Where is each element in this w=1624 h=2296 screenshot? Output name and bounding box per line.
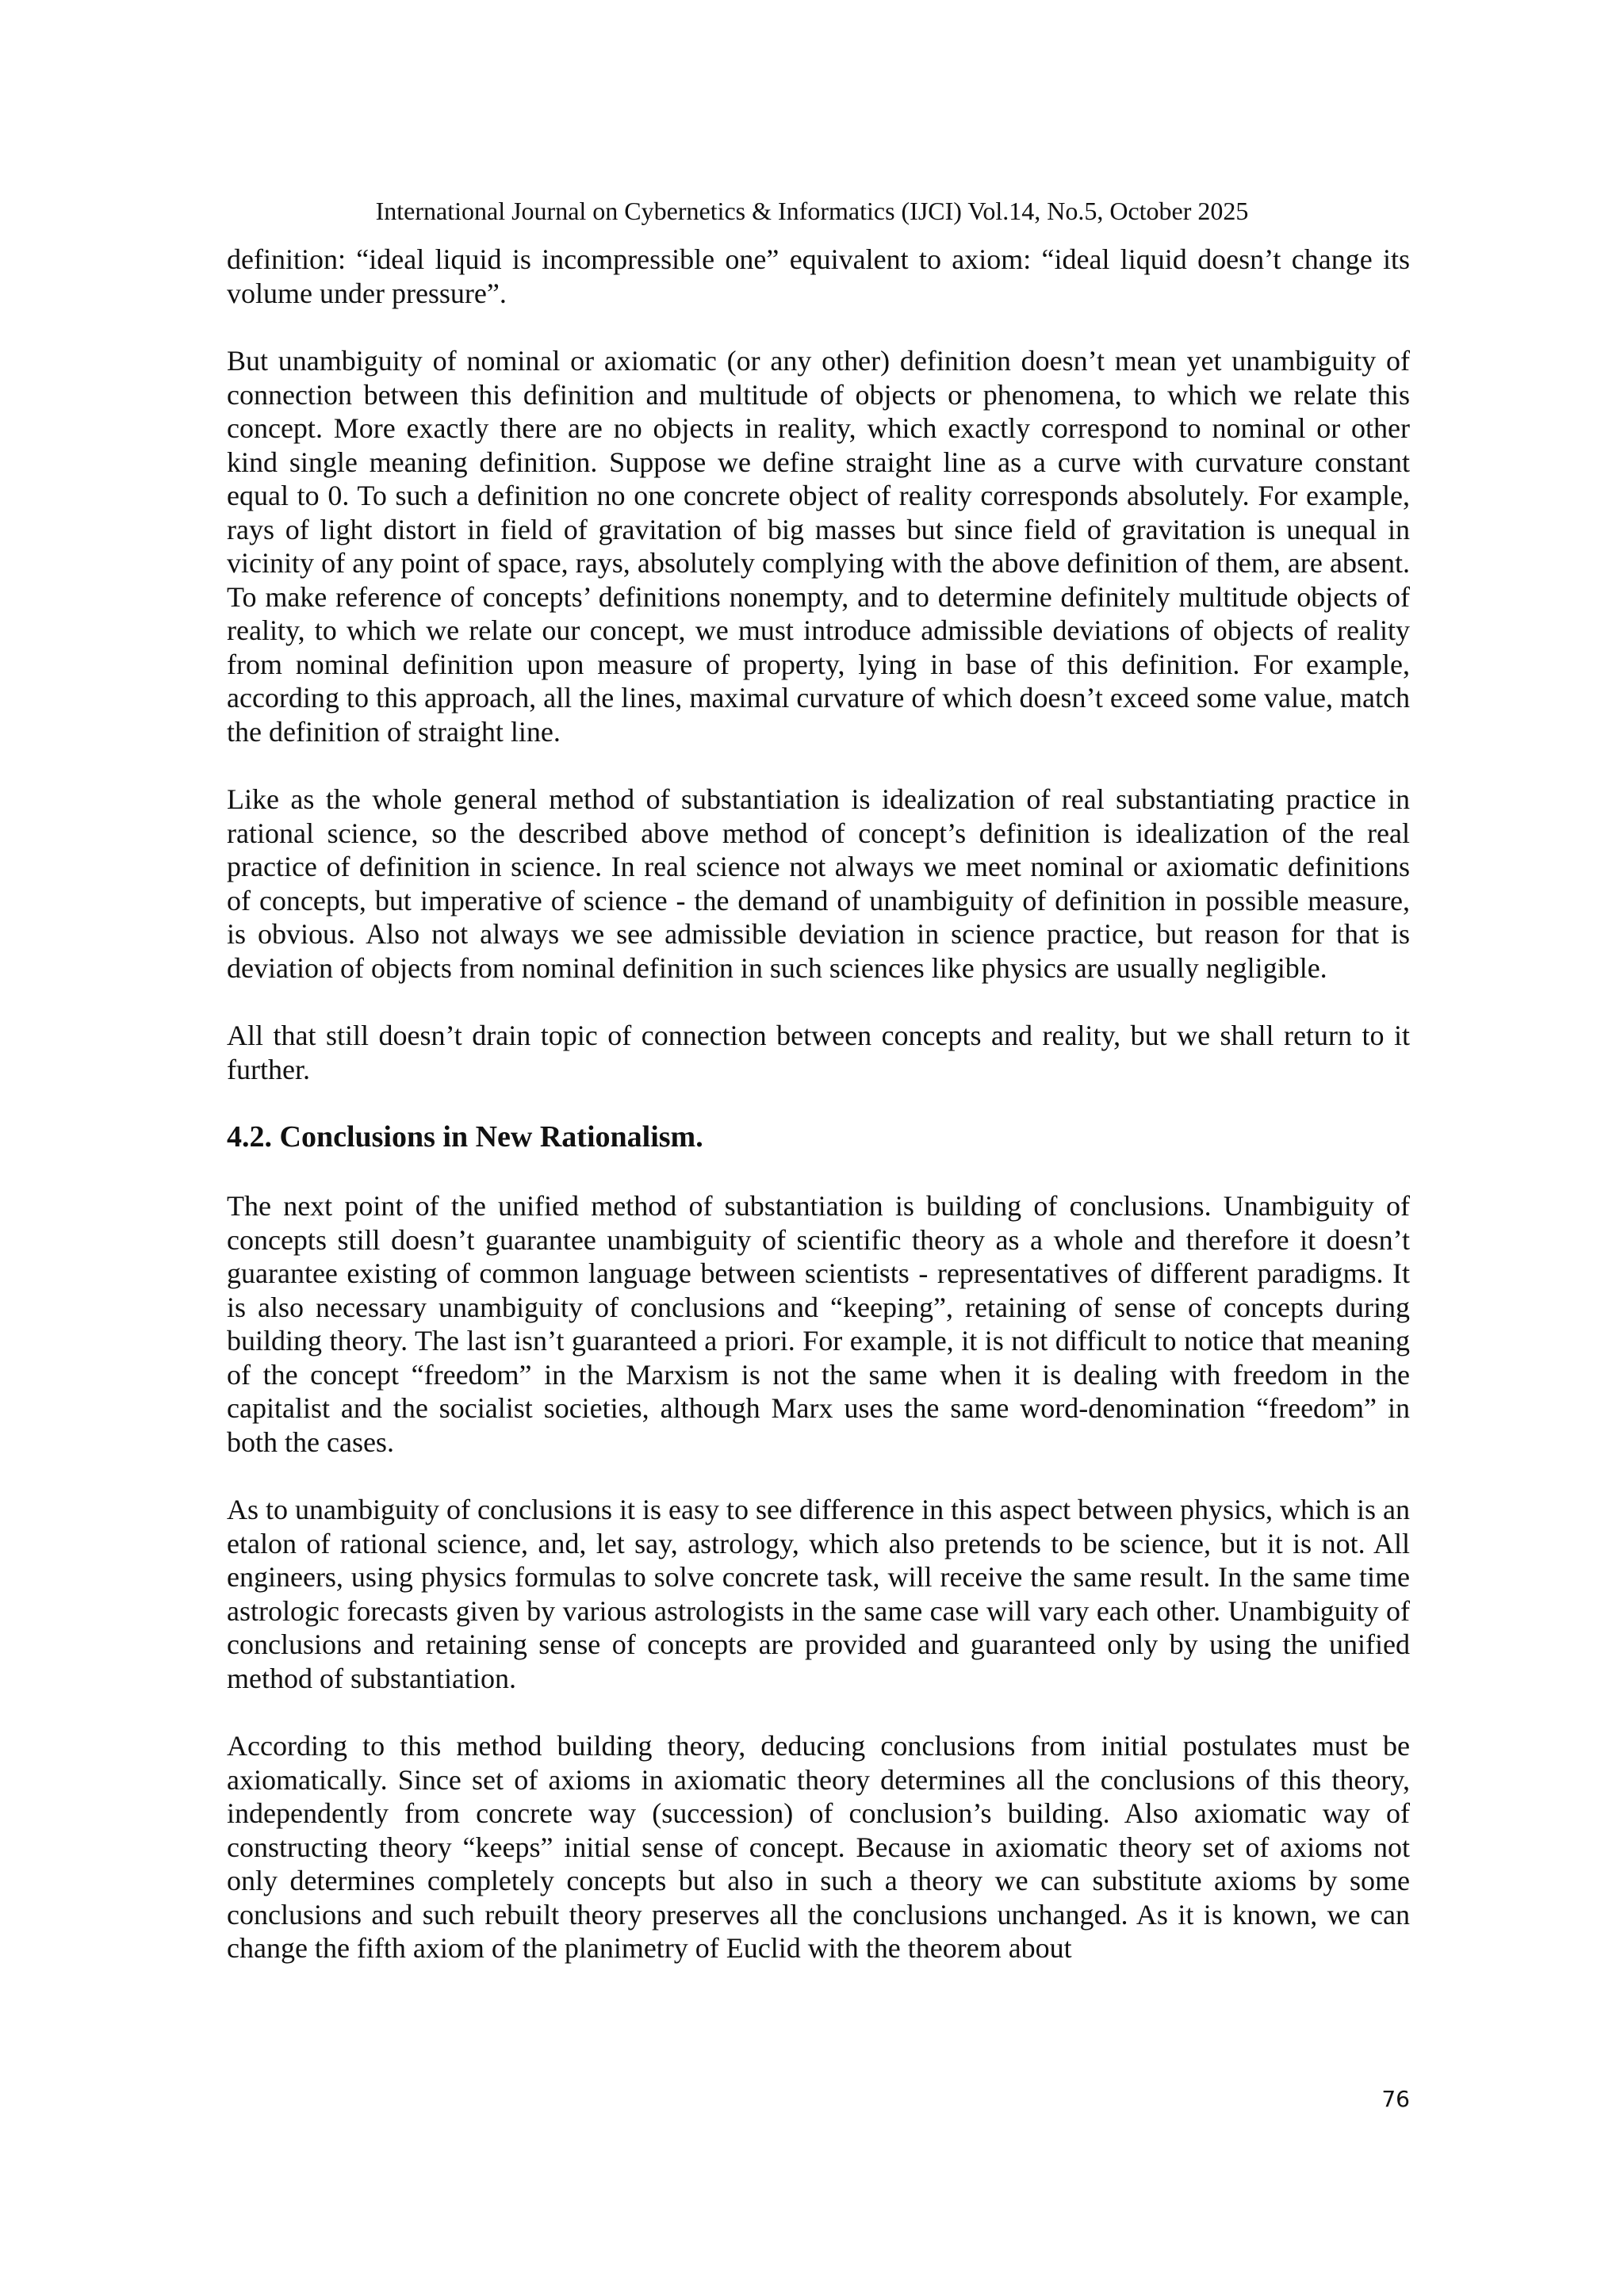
paragraph: All that still doesn’t drain topic of connection between concepts and reality, but we shall return to it further.	[227, 1020, 1410, 1085]
paragraph: Like as the whole general method of substantiation is idealization of real substantiating practice in rational science, so the described above method of concept’s definition is idealization of the real practice of definition in science. In real science not always we meet nominal or axiomatic definitions of concepts, but imperative of science - the demand of unambiguity of definition in possible measure, is obvious. Also not always we see admissible deviation in science practice, but reason for that is deviation of objects from nominal definition in such sciences like physics are usually negligible.	[227, 783, 1410, 984]
page-body	[227, 243, 1410, 1965]
paragraph: The next point of the unified method of substantiation is building of conclusions. Unambiguity of concepts still doesn’t guarantee unambiguity of scientific theory as a whole and therefore it doesn’t guarantee existing of common language between scientists - representatives of different paradigms. It is also necessary unambiguity of conclusions and “keeping”, retaining of sense of concepts during building theory. The last isn’t guaranteed a priori. For example, it is not difficult to notice that meaning of the concept “freedom” in the Marxism is not the same when it is dealing with freedom in the capitalist and the socialist societies, although Marx uses the same word-denomination “freedom” in both the cases.	[227, 1190, 1410, 1458]
section-heading: 4.2. Conclusions in New Rationalism.	[227, 1120, 703, 1154]
page-number: 76	[1381, 2086, 1410, 2112]
paragraph: According to this method building theory, deducing conclusions from initial postulates must be axiomatically. Since set of axioms in axiomatic theory determines all the conclusions of this theory, independently from concrete way (succession) of conclusion’s building. Also axiomatic way of constructing theory “keeps” initial sense of concept. Because in axiomatic theory set of axioms not only determines completely concepts but also in such a theory we can substitute axioms by some conclusions and such rebuilt theory preserves all the conclusions unchanged. As it is known, we can change the fifth axiom of the planimetry of Euclid with the theorem about	[227, 1730, 1410, 1964]
running-header: International Journal on Cybernetics & Informatics (IJCI) Vol.14, No.5, October 2025	[375, 197, 1249, 225]
paragraph: As to unambiguity of conclusions it is easy to see difference in this aspect between physics, which is an etalon of rational science, and, let say, astrology, which also pretends to be science, but it is not. All engineers, using physics formulas to solve concrete task, will receive the same result. In the same time astrologic forecasts given by various astrologists in the same case will vary each other. Unambiguity of conclusions and retaining sense of concepts are provided and guaranteed only by using the unified method of substantiation.	[227, 1494, 1411, 1694]
paragraph: But unambiguity of nominal or axiomatic (or any other) definition doesn’t mean yet unambiguity of connection between this definition and multitude of objects or phenomena, to which we relate this concept. More exactly there are no objects in reality, which exactly correspond to nominal or other kind single meaning definition. Suppose we define straight line as a curve with curvature constant equal to 0. To such a definition no one concrete object of reality corresponds absolutely. For example, rays of light distort in field of gravitation of big masses but since field of gravitation is unequal in vicinity of any point of space, rays, absolutely complying with the above definition of them, are absent. To make reference of concepts’ definitions nonempty, and to determine definitely multitude objects of reality, to which we relate our concept, we must introduce admissible deviations of objects of reality from nominal definition upon measure of property, lying in base of this definition. For example, according to this approach, all the lines, maximal curvature of which doesn’t exceed some value, match the definition of straight line.	[227, 345, 1410, 748]
paragraph: definition: “ideal liquid is incompressible one” equivalent to axiom: “ideal liquid doesn’t change its volume under pressure”.	[227, 243, 1410, 309]
